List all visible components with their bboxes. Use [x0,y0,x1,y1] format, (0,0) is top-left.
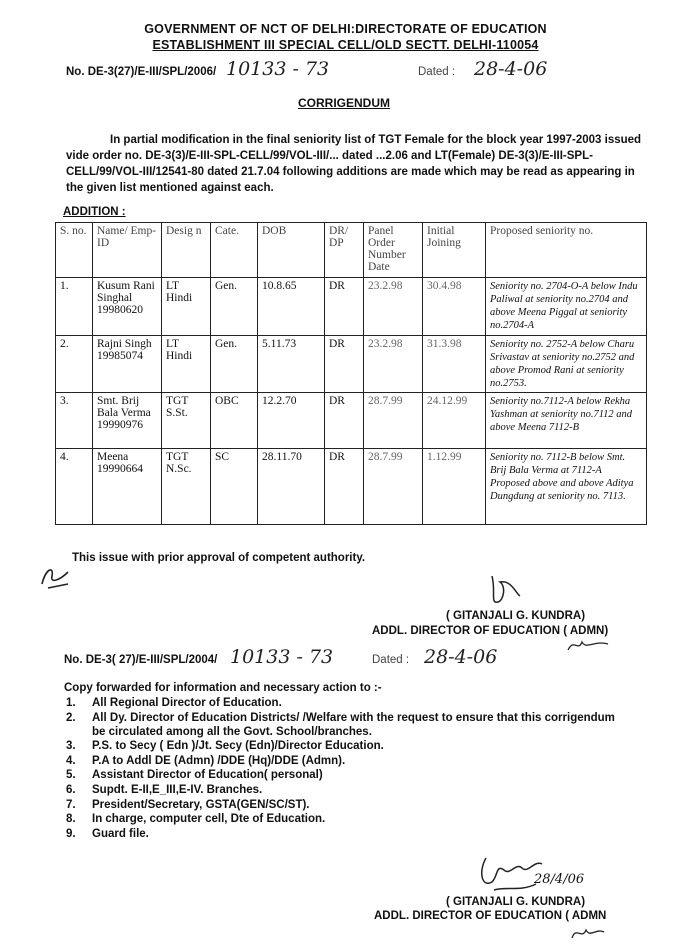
order-number-handwritten: 10133 - 73 [226,58,330,80]
list-item: 6. Supdt. E-II,E_III,E-IV. Branches. [66,784,263,796]
addition-label: ADDITION : [63,206,126,218]
cell-panel-date: 23.2.98 [364,278,423,336]
cell-category: Gen. [211,336,258,393]
seniority-addition-table [55,222,647,525]
signature-1 [486,572,526,610]
cell-panel-date: 28.7.99 [364,393,423,449]
list-item: 8. In charge, computer cell, Dte of Education. [66,813,326,825]
cell-proposed-seniority: Seniority no. 7112-B below Smt. Brij Bala Verma at 7112-A Proposed above and above Aditya Dungdung at seniority no. 7113. [486,449,647,525]
cell-joining-date: 31.3.98 [423,336,486,393]
intro-paragraph: In partial modification in the final seniority list of TGT Female for the block year 1997-2003 issued vide order no. DE-3(3)/E-III-SPL-CELL/99/VOL-III/... dated ...2.06 and LT(Female) DE-3(3)/E-III-SPL-CELL/99/VOL-III/12541-80 dated 21.7.04 following additions are made which may be read as appearing in the given list mentioned against each. [66,134,642,194]
cell-joining-date: 24.12.99 [423,393,486,449]
cell-dob: 10.8.65 [258,278,325,336]
cell-sno: 1. [56,278,93,336]
col-dob: DOB [258,223,325,278]
cell-dr-dp: DR [325,336,364,393]
initials-mark-bottom [570,922,606,944]
cell-name: Smt. Brij Bala Verma 19990976 [93,393,162,449]
cell-proposed-seniority: Seniority no. 2752-A below Charu Srivastav at seniority no.2752 and above Promod Rani at seniority no.2753. [486,336,647,393]
order-date-handwritten: 28-4-06 [474,58,548,80]
signatory-2-name: ( GITANJALI G. KUNDRA) [446,896,586,908]
col-category: Cate. [211,223,258,278]
approval-note: This issue with prior approval of competent authority. [72,552,366,564]
table-row [56,393,647,449]
cell-proposed-seniority: Seniority no.7112-A below Rekha Yashman at seniority no.7112 and above Meena 7112-B [486,393,647,449]
signatory-2-designation: ADDL. DIRECTOR OF EDUCATION ( ADMN [374,910,607,922]
col-sno: S. no. [56,223,93,278]
cell-designation: LT Hindi [162,336,211,393]
initials-mark-small [566,636,610,656]
list-item: 4. P.A to Addl DE (Admn) /DDE (Hq)/DDE (Admn). [66,755,346,767]
table-row [56,278,647,336]
cell-name: Meena 19990664 [93,449,162,525]
cell-dob: 5.11.73 [258,336,325,393]
cell-designation: LT Hindi [162,278,211,336]
copy-order-number-handwritten: 10133 - 73 [230,646,334,668]
cell-designation: TGT S.St. [162,393,211,449]
col-dr-dp: DR/ DP [325,223,364,278]
list-item: 1. All Regional Director of Education. [66,697,282,709]
copy-dated-label: Dated : [372,654,410,666]
cell-dob: 28.11.70 [258,449,325,525]
cell-dr-dp: DR [325,393,364,449]
col-name: Name/ Emp-ID [93,223,162,278]
list-item: 5. Assistant Director of Education( personal) [66,769,323,781]
list-item: 9. Guard file. [66,828,149,840]
col-panel-order: Panel Order Number Date [364,223,423,278]
cell-dr-dp: DR [325,449,364,525]
cell-sno: 3. [56,393,93,449]
table-header-row [56,223,647,278]
order-number: No. DE-3(27)/E-III/SPL/2006/ [66,66,217,78]
document-title: CORRIGENDUM [298,96,390,110]
signature-2-date: 28/4/06 [534,872,585,887]
cell-panel-date: 28.7.99 [364,449,423,525]
cell-panel-date: 23.2.98 [364,336,423,393]
cell-proposed-seniority: Seniority no. 2704-O-A below Indu Paliwal at seniority no.2704 and above Meena Piggal at seniority no.2704-A [486,278,647,336]
copy-order-number: No. DE-3( 27)/E-III/SPL/2004/ [64,654,218,666]
cell-joining-date: 1.12.99 [423,449,486,525]
cell-category: Gen. [211,278,258,336]
cell-sno: 2. [56,336,93,393]
cell-designation: TGT N.Sc. [162,449,211,525]
cell-name: Rajni Singh 19985074 [93,336,162,393]
cell-sno: 4. [56,449,93,525]
dated-label: Dated : [418,66,456,78]
signatory-1-name: ( GITANJALI G. KUNDRA) [446,610,586,622]
list-item: be circulated among all the Govt. School/branches. [92,726,372,738]
col-initial-joining: Initial Joining [423,223,486,278]
cell-name: Kusum Rani Singhal 19980620 [93,278,162,336]
list-item: 2. All Dy. Director of Education Districts/ /Welfare with the request to ensure that this corrigendum [66,712,615,724]
cell-joining-date: 30.4.98 [423,278,486,336]
col-designation: Desig n [162,223,211,278]
cell-category: SC [211,449,258,525]
initials-mark [38,562,74,592]
table-row [56,336,647,393]
cell-category: OBC [211,393,258,449]
department-address: ESTABLISHMENT III SPECIAL CELL/OLD SECTT. DELHI-110054 [152,38,539,52]
col-proposed-seniority: Proposed seniority no. [486,223,647,278]
signatory-1-designation: ADDL. DIRECTOR OF EDUCATION ( ADMN) [372,625,609,637]
department-header: GOVERNMENT OF NCT OF DELHI:DIRECTORATE OF EDUCATION [144,22,547,36]
list-item: 7. President/Secretary, GSTA(GEN/SC/ST). [66,799,310,811]
list-item: 3. P.S. to Secy ( Edn )/Jt. Secy (Edn)/Director Education. [66,740,384,752]
copy-forwarded-line: Copy forwarded for information and necessary action to :- [64,682,382,694]
cell-dob: 12.2.70 [258,393,325,449]
table-row [56,449,647,525]
cell-dr-dp: DR [325,278,364,336]
copy-order-date-handwritten: 28-4-06 [424,646,498,668]
